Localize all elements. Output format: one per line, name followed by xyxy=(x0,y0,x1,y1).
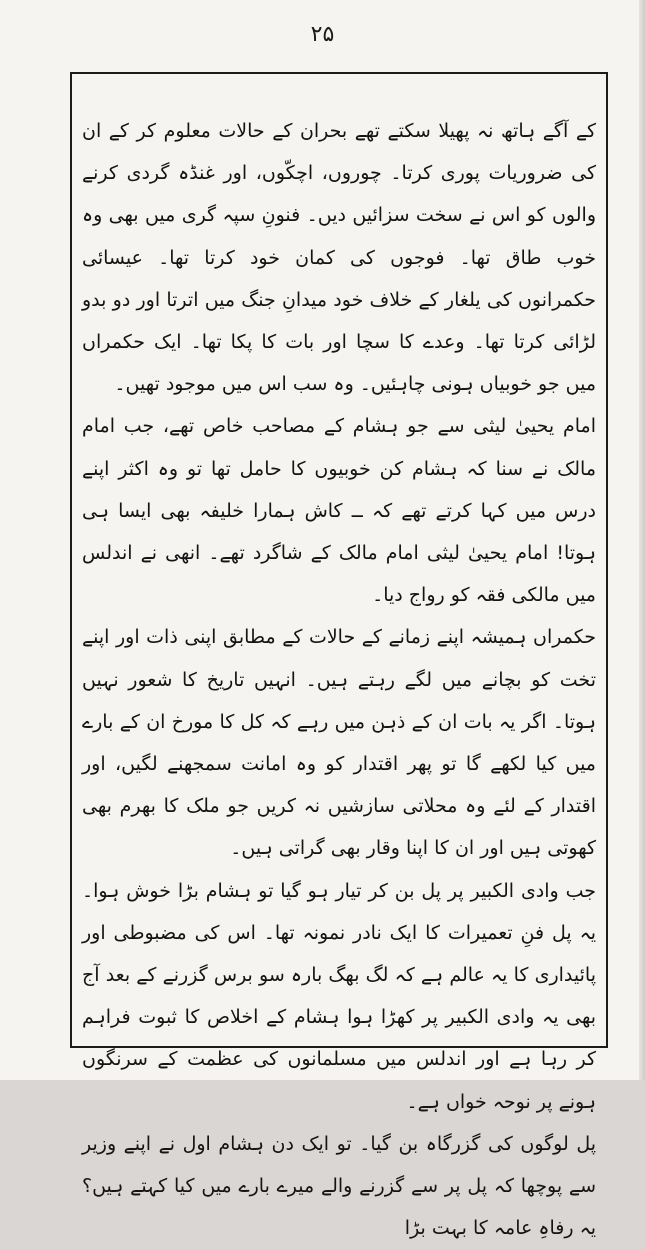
paragraph: پل لوگوں کی گزرگاہ بن گیا۔ تو ایک دن ہشام اول نے اپنے وزیر سے پوچھا کہ پل پر سے گزرنے والے میرے بارے میں کیا کہتے ہیں؟ یہ رفاہِ عامہ کا بہت بڑا xyxy=(82,1132,596,1240)
text-frame xyxy=(70,72,608,1240)
paragraph: امام یحییٰ لیثی سے جو ہشام کے مصاحب خاص تھے، جب امام مالک نے سنا کہ ہشام کن خوبیوں کا حامل تھا تو وہ اکثر اپنے درس میں کہا کرتے تھے کہ ــ کاش ہمارا خلیفہ بھی ایسا ہی ہوتا! امام یحییٰ لیثی امام مالک کے شاگرد تھے۔ انھی نے اندلس میں مالکی فقہ کو رواج دیا۔ xyxy=(82,415,596,607)
paragraph: حکمراں ہمیشہ اپنے زمانے کے حالات کے مطابق اپنی ذات اور اپنے تخت کو بچانے میں لگے رہتے ہیں۔ انہیں تاریخ کا شعور نہیں ہوتا۔ اگر یہ بات ان کے ذہن میں رہے کہ کل کا مورخ ان کے بارے میں کیا لکھے گا تو پھر اقتدار کو وہ امانت سمجھنے لگیں، اور اقتدار کے لئے وہ محلاتی سازشیں نہ کریں جو ملک کا بھرم بھی کھوتی ہیں اور ان کا اپنا وقار بھی گراتی ہیں۔ xyxy=(82,626,596,860)
page-edge xyxy=(639,0,645,1080)
paragraph: جب وادی الکبیر پر پل بن کر تیار ہو گیا تو ہشام بڑا خوش ہوا۔ یہ پل فنِ تعمیرات کا ایک نادر نمونہ تھا۔ اس کی مضبوطی اور پائیداری کا یہ عالم ہے کہ لگ بھگ بارہ سو برس گزرنے کے بعد آج بھی یہ وادی الکبیر پر کھڑا ہوا ہشام کے اخلاص کا ثبوت فراہم کر رہا ہے اور اندلس میں مسلمانوں کی عظمت کے سرنگوں ہونے پر نوحہ خواں ہے۔ xyxy=(82,879,596,1113)
page-number: ۲۵ xyxy=(310,22,335,47)
paragraph: کے آگے ہاتھ نہ پھیلا سکتے تھے بحران کے حالات معلوم کر کے ان کی ضروریات پوری کرتا۔ چوروں، اچکّوں، اور غنڈہ گردی کرنے والوں کو اس نے سخت سزائیں دیں۔ فنونِ سپہ گری میں بھی وہ خوب طاق تھا۔ فوجوں کی کمان خود کرتا تھا۔ عیسائی حکمرانوں کی یلغار کے خلاف خود میدانِ جنگ میں اترتا اور دو بدو لڑائی کرتا تھا۔ وعدے کا سچا اور بات کا پکا تھا۔ ایک حکمراں میں جو خوبیاں ہونی چاہئیں۔ وہ سب اس میں موجود تھیں۔ xyxy=(82,120,596,396)
body-text xyxy=(82,110,596,1249)
